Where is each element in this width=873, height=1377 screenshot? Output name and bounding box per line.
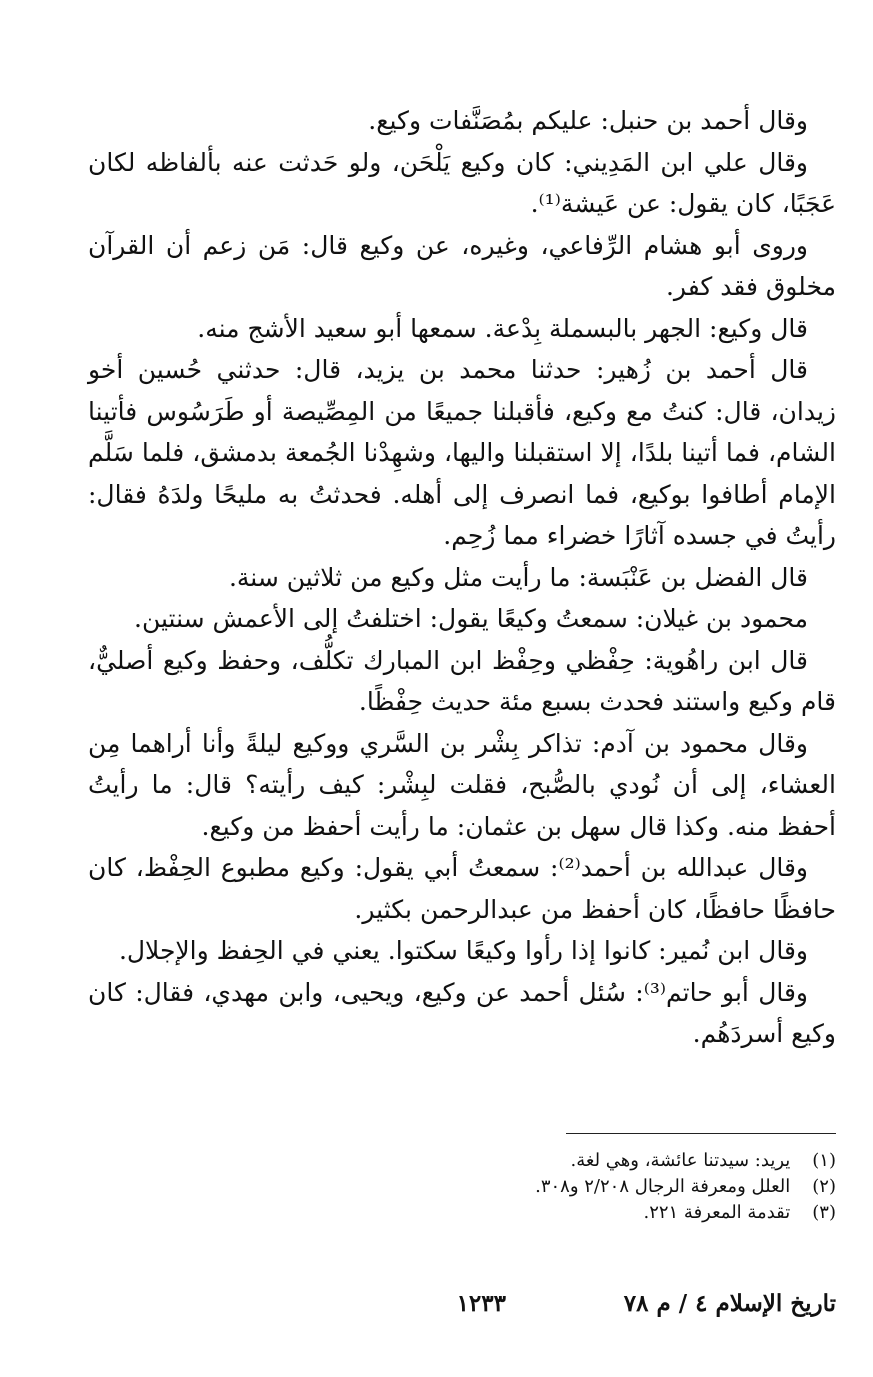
paragraph: قال وكيع: الجهر بالبسملة بِدْعة. سمعها أبو سعيد الأشج منه. <box>197 313 808 343</box>
paragraph: وقال أبو حاتم⁽³⁾: سُئل أحمد عن وكيع، ويحيى، وابن مهدي، فقال: كان وكيع أسردَهُم. <box>88 977 836 1048</box>
paragraph: قال الفضل بن عَنْبَسة: ما رأيت مثل وكيع من ثلاثين سنة. <box>228 562 808 592</box>
footnote <box>88 1174 836 1200</box>
running-title: تاريخ الإسلام ٤ / م ٧٨ <box>623 1290 836 1317</box>
footnote-text: يريد: سيدتنا عائشة، وهي لغة. <box>570 1150 791 1171</box>
footnote-number: (١) <box>812 1150 836 1171</box>
paragraph: وقال علي ابن المَدِيني: كان وكيع يَلْحَن، ولو حَدثت عنه بألفاظه لكان عَجَبًا، كان يقول: عن عَيشة⁽¹⁾. <box>88 147 836 218</box>
paragraph: قال ابن راهُوية: حِفْظي وحِفْظ ابن المبارك تكلُّف، وحفظ وكيع أصليٌّ، قام وكيع واستند فحدث بسبع مئة حديث حِفْظًا. <box>88 645 836 716</box>
footnote-text: العلل ومعرفة الرجال ٢/٢٠٨ و٣٠٨. <box>535 1176 791 1197</box>
page-number: ١٢٣٣ <box>456 1290 506 1317</box>
main-text <box>88 100 836 1055</box>
paragraph: وقال محمود بن آدم: تذاكر بِشْر بن السَّري ووكيع ليلةً وأنا أراهما مِن العشاء، إلى أن نُودي بالصُّبح، فقلت لبِشْر: كيف رأيته؟ قال: ما رأيتُ أحفظ منه. وكذا قال سهل بن عثمان: ما رأيت أحفظ من وكيع. <box>88 728 836 841</box>
paragraph: وقال ابن نُمير: كانوا إذا رأوا وكيعًا سكتوا. يعني في الحِفظ والإجلال. <box>118 936 808 965</box>
page-footer <box>88 1290 836 1330</box>
footnotes <box>88 1148 836 1226</box>
paragraph: وقال أحمد بن حنبل: عليكم بمُصَنَّفات وكيع. <box>368 106 808 135</box>
footnote-number: (٣) <box>812 1202 836 1223</box>
footnote-text: تقدمة المعرفة ٢٢١. <box>643 1202 791 1223</box>
paragraph: قال أحمد بن زُهير: حدثنا محمد بن يزيد، قال: حدثني حُسين أخو زيدان، قال: كنتُ مع وكيع، فأقبلنا جميعًا من المِصِّيصة أو طَرَسُوس فأتينا الشام، فما أتينا بلدًا، إلا استقبلنا واليها، وشهِدْنا الجُمعة بدمشق، فلما سَلَّم الإمام أطافوا بوكيع، فما انصرف إلى أهله. فحدثتُ به مليحًا ولدَهُ فقال: رأيتُ في جسده آثارًا خضراء مما زُحِم. <box>88 355 837 550</box>
footnote-separator <box>566 1133 836 1134</box>
footnote-number: (٢) <box>812 1176 836 1197</box>
paragraph: وروى أبو هشام الرِّفاعي، وغيره، عن وكيع قال: مَن زعم أن القرآن مخلوق فقد كفر. <box>88 230 836 301</box>
paragraph: محمود بن غيلان: سمعتُ وكيعًا يقول: اختلفتُ إلى الأعمش سنتين. <box>134 604 808 633</box>
footnote <box>88 1200 836 1226</box>
paragraph: وقال عبدالله بن أحمد⁽²⁾: سمعتُ أبي يقول: وكيع مطبوع الحِفْظ، كان حافظًا حافظًا، كان أحفظ من عبدالرحمن بكثير. <box>88 853 836 924</box>
footnote <box>88 1148 836 1174</box>
